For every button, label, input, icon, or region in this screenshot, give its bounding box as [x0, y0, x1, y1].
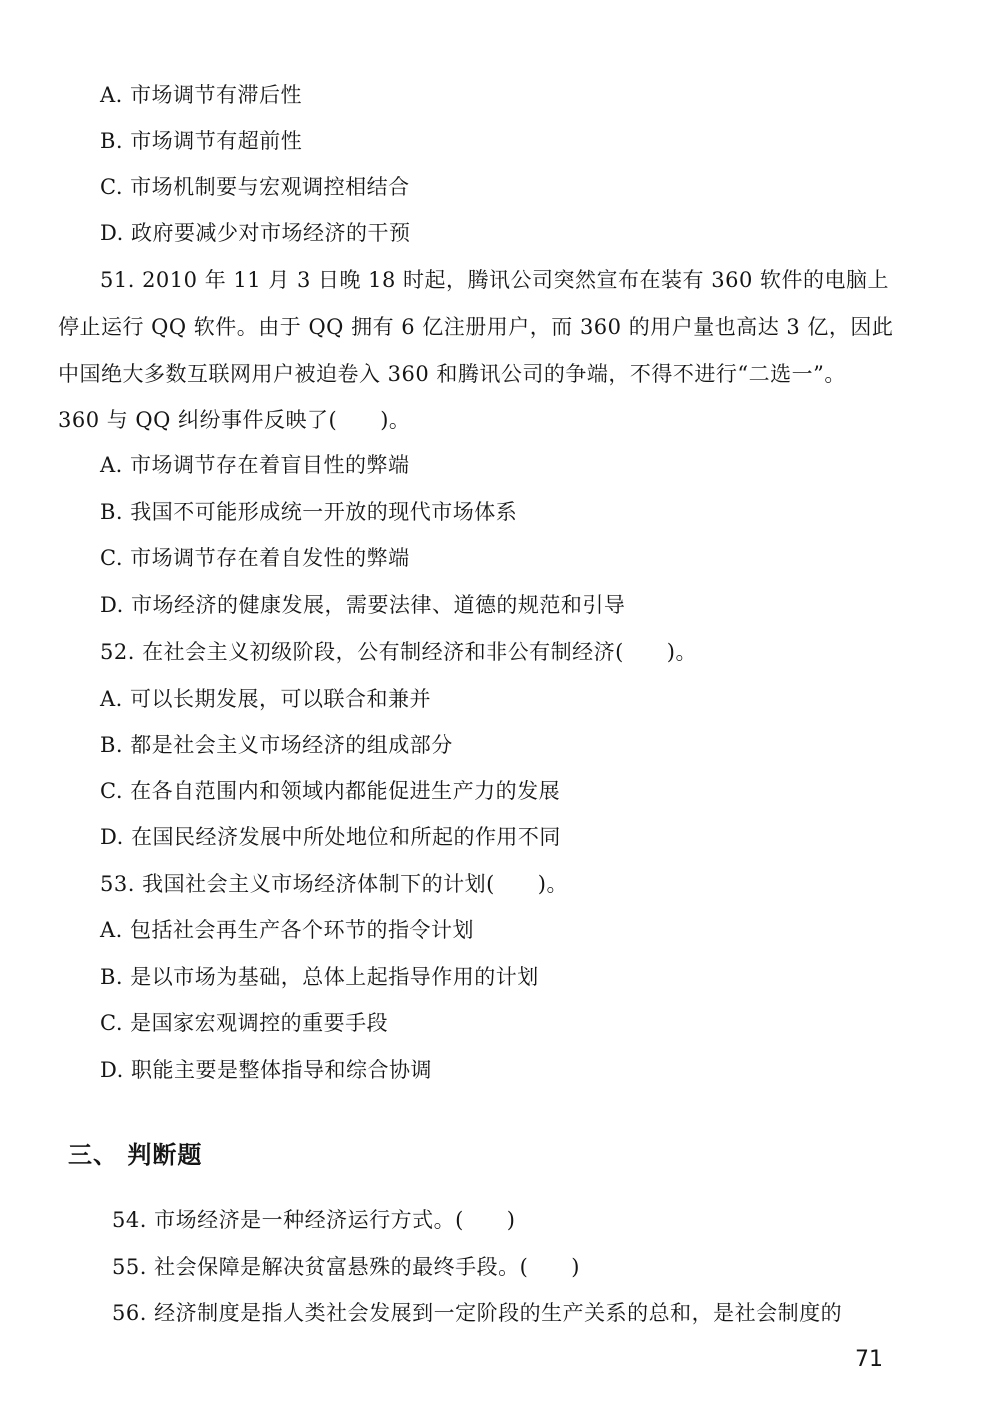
- q53-option-d: D. 职能主要是整体指导和综合协调: [100, 1058, 432, 1082]
- section-heading: 三、 判断题: [68, 1141, 203, 1169]
- q52-option-d: D. 在国民经济发展中所处地位和所起的作用不同: [100, 825, 561, 849]
- q51-option-a: A. 市场调节存在着盲目性的弊端: [100, 453, 410, 477]
- q55-stem: 55. 社会保障是解决贫富悬殊的最终手段。( ): [112, 1255, 580, 1279]
- q50-option-b: B. 市场调节有超前性: [100, 129, 303, 153]
- q56-stem: 56. 经济制度是指人类社会发展到一定阶段的生产关系的总和，是社会制度的: [112, 1301, 843, 1325]
- q52-option-a: A. 可以长期发展，可以联合和兼并: [100, 687, 432, 711]
- page-number: 71: [855, 1347, 883, 1372]
- q51-option-b: B. 我国不可能形成统一开放的现代市场体系: [100, 500, 518, 524]
- q53-option-c: C. 是国家宏观调控的重要手段: [100, 1011, 389, 1035]
- q50-option-c: C. 市场机制要与宏观调控相结合: [100, 175, 410, 199]
- q52-stem: 52. 在社会主义初级阶段，公有制经济和非公有制经济( )。: [100, 640, 697, 664]
- q51-stem-line-2: 停止运行 QQ 软件。由于 QQ 拥有 6 亿注册用户，而 360 的用户量也高达 3 亿，因此: [58, 315, 894, 339]
- q54-stem: 54. 市场经济是一种经济运行方式。( ): [112, 1208, 516, 1232]
- q51-stem-line-1: 51. 2010 年 11 月 3 日晚 18 时起，腾讯公司突然宣布在装有 360 软件的电脑上: [100, 268, 889, 292]
- q53-stem: 53. 我国社会主义市场经济体制下的计划( )。: [100, 872, 568, 896]
- q50-option-d: D. 政府要减少对市场经济的干预: [100, 221, 411, 245]
- q51-stem-line-3: 中国绝大多数互联网用户被迫卷入 360 和腾讯公司的争端，不得不进行“二选一”。: [58, 362, 846, 386]
- q51-stem-line-4: 360 与 QQ 纠纷事件反映了( )。: [58, 408, 411, 432]
- q53-option-a: A. 包括社会再生产各个环节的指令计划: [100, 918, 475, 942]
- q53-option-b: B. 是以市场为基础，总体上起指导作用的计划: [100, 965, 539, 989]
- q51-option-c: C. 市场调节存在着自发性的弊端: [100, 546, 410, 570]
- q52-option-b: B. 都是社会主义市场经济的组成部分: [100, 733, 453, 757]
- q50-option-a: A. 市场调节有滞后性: [100, 83, 303, 107]
- q52-option-c: C. 在各自范围内和领域内都能促进生产力的发展: [100, 779, 561, 803]
- q51-option-d: D. 市场经济的健康发展，需要法律、道德的规范和引导: [100, 593, 626, 617]
